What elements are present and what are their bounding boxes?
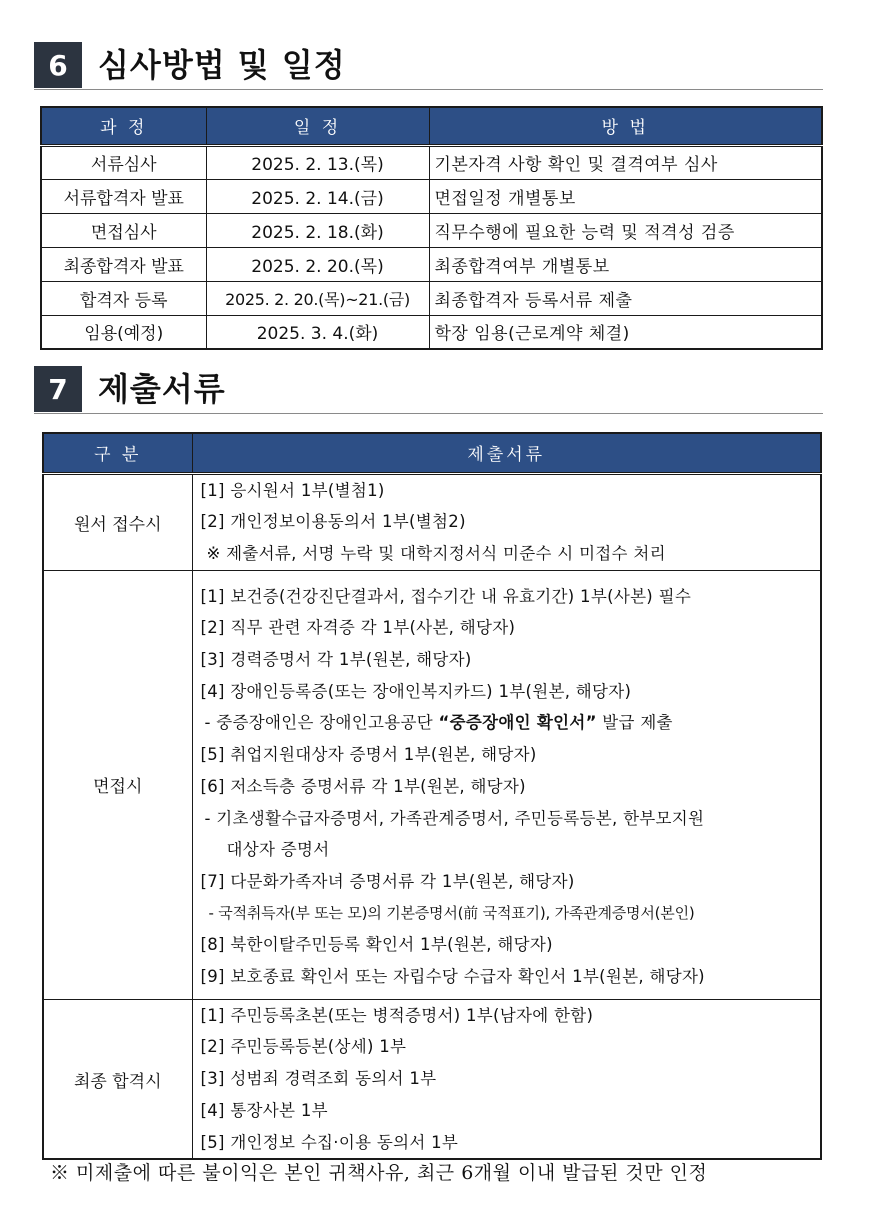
schedule-header-row xyxy=(41,107,822,145)
section-7-heading xyxy=(34,366,823,414)
section-7-number: 7 xyxy=(34,366,82,412)
table-row xyxy=(41,179,822,213)
schedule-date: 2025. 2. 18.(화) xyxy=(206,213,429,247)
table-row xyxy=(41,315,822,349)
list-item-note: ※ 제출서류, 서명 누락 및 대학지정서식 미준수 시 미접수 처리 xyxy=(206,543,666,563)
schedule-method: 직무수행에 필요한 능력 및 적격성 검증 xyxy=(429,213,822,247)
section-6-title: 심사방법 및 일정 xyxy=(98,46,346,84)
documents-items xyxy=(192,570,821,999)
list-item-sub: - 국적취득자(부 또는 모)의 기본증명서(前 국적표기), 가족관계증명서(본인) xyxy=(208,903,695,922)
documents-header-category: 구 분 xyxy=(43,433,192,473)
schedule-process: 서류합격자 발표 xyxy=(41,179,206,213)
documents-header-documents: 제출서류 xyxy=(192,433,821,473)
list-item-sub-emphasis: “중증장애인 확인서” xyxy=(438,713,597,733)
table-row xyxy=(43,570,821,999)
schedule-date: 2025. 2. 14.(금) xyxy=(206,179,429,213)
schedule-table xyxy=(40,106,823,350)
schedule-header-process: 과 정 xyxy=(41,107,206,145)
schedule-process: 서류심사 xyxy=(41,145,206,179)
list-item-sub-continued: 대상자 증명서 xyxy=(226,840,330,860)
list-item: [8] 북한이탈주민등록 확인서 1부(원본, 해당자) xyxy=(200,935,553,955)
section-6-number: 6 xyxy=(34,42,82,88)
section-7-title: 제출서류 xyxy=(98,370,226,408)
schedule-method: 기본자격 사항 확인 및 결격여부 심사 xyxy=(429,145,822,179)
documents-category: 최종 합격시 xyxy=(43,999,192,1159)
schedule-date: 2025. 3. 4.(화) xyxy=(206,315,429,349)
schedule-method: 면접일정 개별통보 xyxy=(429,179,822,213)
documents-items xyxy=(192,999,821,1159)
list-item: [1] 응시원서 1부(별첨1) xyxy=(200,480,385,500)
section-6-heading xyxy=(34,42,823,90)
list-item-sub-text: - 중증장애인은 장애인고용공단 xyxy=(204,713,439,733)
list-item-sub-text: 발급 제출 xyxy=(596,713,673,733)
list-item: [3] 성범죄 경력조회 동의서 1부 xyxy=(200,1069,437,1089)
schedule-process: 임용(예정) xyxy=(41,315,206,349)
table-row xyxy=(41,247,822,281)
list-item: [5] 개인정보 수집·이용 동의서 1부 xyxy=(200,1132,459,1152)
list-item: [4] 통장사본 1부 xyxy=(200,1100,328,1120)
list-item: [6] 저소득층 증명서류 각 1부(원본, 해당자) xyxy=(200,776,526,796)
list-item: [1] 주민등록초본(또는 병적증명서) 1부(남자에 한함) xyxy=(200,1005,594,1025)
list-item: [9] 보호종료 확인서 또는 자립수당 수급자 확인서 1부(원본, 해당자) xyxy=(200,967,705,987)
documents-category: 면접시 xyxy=(43,570,192,999)
list-item: [4] 장애인등록증(또는 장애인복지카드) 1부(원본, 해당자) xyxy=(200,681,632,701)
list-item: [2] 개인정보이용동의서 1부(별첨2) xyxy=(200,512,466,532)
schedule-header-date: 일 정 xyxy=(206,107,429,145)
documents-category: 원서 접수시 xyxy=(43,473,192,570)
schedule-header-method: 방 법 xyxy=(429,107,822,145)
table-row xyxy=(43,473,821,570)
footer-note: ※ 미제출에 따른 불이익은 본인 귀책사유, 최근 6개월 이내 발급된 것만 인정 xyxy=(50,1162,708,1184)
list-item: [3] 경력증명서 각 1부(원본, 해당자) xyxy=(200,650,472,670)
list-item-sub: - 기초생활수급자증명서, 가족관계증명서, 주민등록등본, 한부모지원 xyxy=(204,808,705,828)
schedule-date: 2025. 2. 13.(목) xyxy=(206,145,429,179)
schedule-method: 최종합격여부 개별통보 xyxy=(429,247,822,281)
list-item: [5] 취업지원대상자 증명서 1부(원본, 해당자) xyxy=(200,745,537,765)
schedule-method: 학장 임용(근로계약 체결) xyxy=(429,315,822,349)
schedule-process: 면접심사 xyxy=(41,213,206,247)
documents-header-row xyxy=(43,433,821,473)
schedule-process: 합격자 등록 xyxy=(41,281,206,315)
schedule-date: 2025. 2. 20.(목) xyxy=(206,247,429,281)
list-item-sub xyxy=(201,707,815,739)
table-row xyxy=(43,999,821,1159)
schedule-process: 최종합격자 발표 xyxy=(41,247,206,281)
schedule-date: 2025. 2. 20.(목)~21.(금) xyxy=(206,281,429,315)
table-row xyxy=(41,213,822,247)
list-item: [1] 보건증(건강진단결과서, 접수기간 내 유효기간) 1부(사본) 필수 xyxy=(200,586,692,606)
list-item: [2] 주민등록등본(상세) 1부 xyxy=(200,1037,407,1057)
schedule-method: 최종합격자 등록서류 제출 xyxy=(429,281,822,315)
documents-table xyxy=(42,432,822,1160)
documents-items xyxy=(192,473,821,570)
table-row xyxy=(41,281,822,315)
list-item: [2] 직무 관련 자격증 각 1부(사본, 해당자) xyxy=(200,618,516,638)
table-row xyxy=(41,145,822,179)
list-item: [7] 다문화가족자녀 증명서류 각 1부(원본, 해당자) xyxy=(200,871,575,891)
